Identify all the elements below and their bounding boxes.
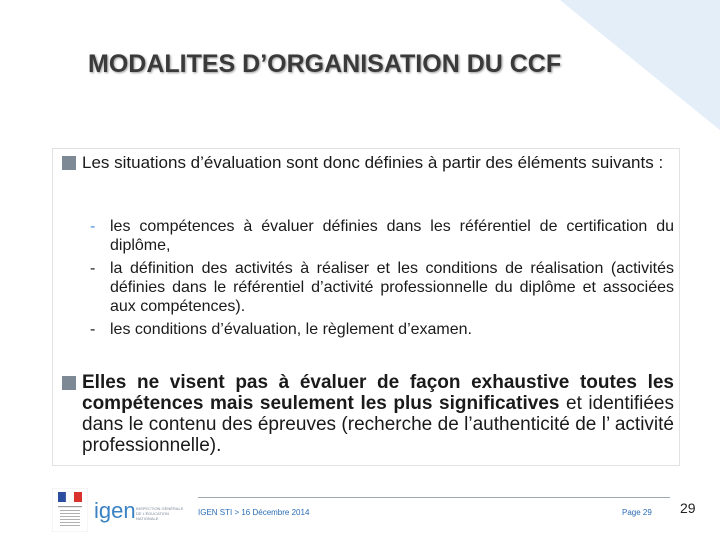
paragraph-2-text <box>62 372 674 456</box>
list-item <box>90 259 674 316</box>
list-item-text: les conditions d’évaluation, le règlement d’examen. <box>110 321 472 338</box>
square-bullet-icon <box>62 156 76 170</box>
slide-title: MODALITES D’ORGANISATION DU CCF <box>88 50 562 78</box>
dash-marker: - <box>90 321 96 338</box>
igen-logo-subtext: INSPECTION GÉNÉRALE DE L'ÉDUCATION NATIONALE <box>136 506 184 521</box>
square-bullet-icon <box>62 376 76 390</box>
paragraph-2 <box>62 372 674 456</box>
page-number: 29 <box>680 500 696 516</box>
paragraph-2-rest: et identifiées dans le contenu des épreuves (recherche de l’authenticité de l’ activité professionnelle). <box>82 393 674 456</box>
footer-page-label: Page 29 <box>622 508 652 517</box>
igen-logo-text: igen <box>94 498 136 523</box>
paragraph-1-text: Les situations d’évaluation sont donc définies à partir des éléments suivants : <box>82 153 664 172</box>
footer-divider <box>198 497 670 498</box>
republique-francaise-logo-icon <box>52 488 88 532</box>
sub-list <box>90 217 674 343</box>
footer-text: IGEN STI > 16 Décembre 2014 <box>198 508 310 517</box>
list-item <box>90 320 674 339</box>
dash-marker: - <box>90 218 96 235</box>
paragraph-1 <box>62 153 674 172</box>
igen-logo <box>94 498 184 534</box>
list-item <box>90 217 674 255</box>
list-item-text: la définition des activités à réaliser et les conditions de réalisation (activités définies dans le référentiel d’activité professionnelle du diplôme et associées aux compétences). <box>110 260 674 315</box>
list-item-text: les compétences à évaluer définies dans les référentiel de certification du diplôme, <box>110 218 674 254</box>
paragraph-2-bold: Elles ne visent pas à évaluer de façon exhaustive toutes les compétences mais seulement les plus significatives <box>82 372 674 414</box>
dash-marker: - <box>90 260 96 277</box>
